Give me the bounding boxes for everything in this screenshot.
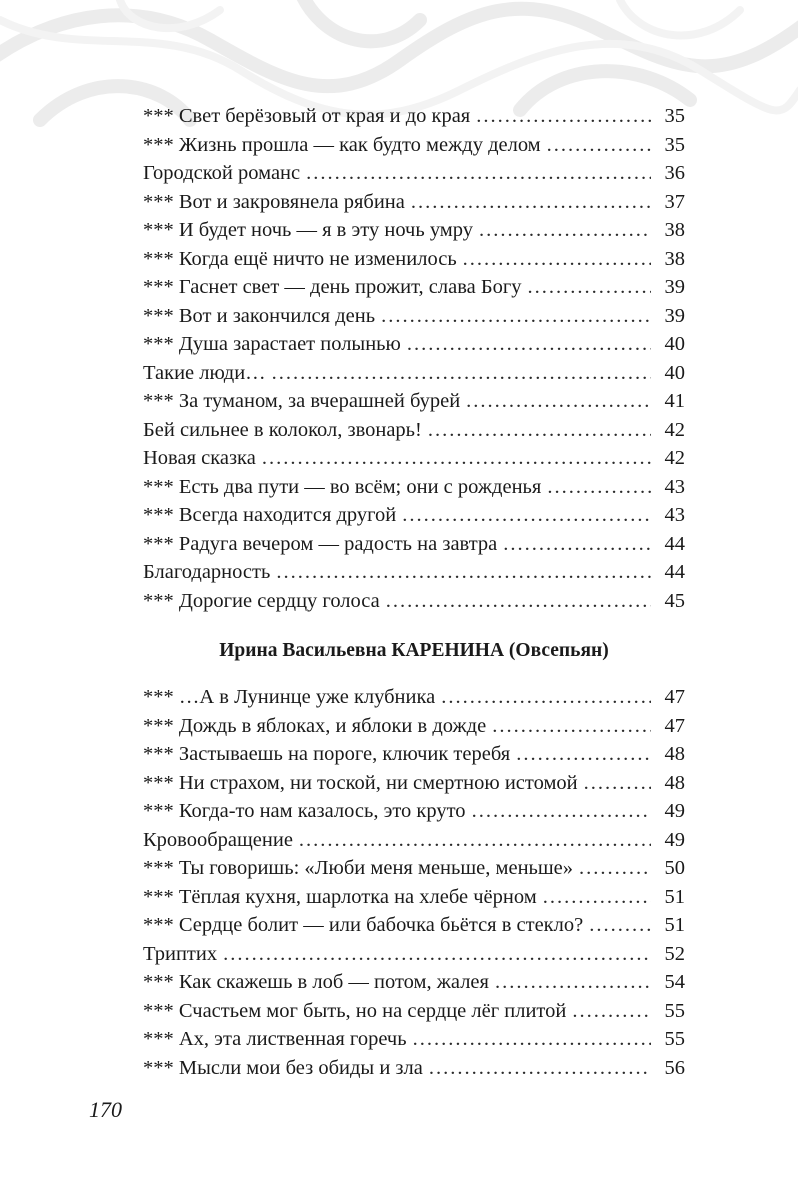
toc-entry-title: *** Дождь в яблоках, и яблоки в дожде: [143, 714, 487, 737]
dot-leader: [503, 530, 651, 559]
dot-leader: [223, 940, 651, 969]
dot-leader: [479, 216, 651, 245]
dot-leader: [528, 273, 651, 302]
toc-entry-page: 51: [664, 885, 685, 908]
dot-leader: [262, 444, 651, 473]
toc-entry-page: 38: [664, 247, 685, 270]
toc-entry-title: *** …А в Лунинце уже клубника: [143, 686, 436, 708]
toc-entry-page: 50: [664, 857, 685, 879]
dot-leader: [543, 883, 651, 912]
toc-entry-page: 42: [664, 447, 685, 469]
toc-entry-title: Новая сказка: [143, 447, 256, 469]
toc-entry-title: *** Ты говоришь: «Люби меня меньше, меньше»: [143, 857, 574, 879]
toc-entry-page: 54: [664, 971, 685, 993]
dot-leader: [272, 359, 651, 388]
toc-entry-title: *** За туманом, за вчерашней бурей: [143, 390, 461, 412]
toc-entry-page: 56: [664, 1056, 685, 1079]
dot-leader: [579, 854, 651, 883]
toc-entry-page: 52: [664, 942, 685, 965]
toc-entry-title: *** И будет ночь — я в эту ночь умру: [143, 219, 474, 241]
toc-entry-title: *** Ни страхом, ни тоской, ни смертною истомой: [143, 771, 578, 794]
dot-leader: [572, 997, 651, 1026]
dot-leader: [429, 1054, 651, 1083]
toc-entry-title: Благодарность: [143, 561, 271, 583]
toc-entry-page: 42: [664, 418, 685, 441]
toc-entry: [143, 302, 685, 331]
toc-entry: [143, 245, 685, 274]
dot-leader: [492, 712, 651, 741]
toc-entry: [143, 1054, 685, 1083]
toc-entry-title: *** Тёплая кухня, шарлотка на хлебе чёрном: [143, 885, 537, 908]
toc-entry: [143, 826, 685, 855]
toc-entry-title: *** Мысли мои без обиды и зла: [143, 1056, 423, 1079]
toc-entry: [143, 587, 685, 616]
toc-entry-title: *** Ах, эта лиственная горечь: [143, 1028, 407, 1050]
toc-entry-page: 47: [664, 686, 685, 708]
toc-entry-page: 43: [664, 475, 685, 498]
section-heading: Ирина Васильевна КАРЕНИНА (Овсепьян): [219, 640, 609, 661]
toc-entry: [143, 968, 685, 997]
dot-leader: [413, 1025, 651, 1054]
toc-entry: [143, 940, 685, 969]
dot-leader: [472, 797, 651, 826]
dot-leader: [547, 473, 651, 502]
toc-entry-title: *** Всегда находится другой: [143, 504, 397, 526]
toc-entry: [143, 273, 685, 302]
toc-entry: [143, 854, 685, 883]
toc-entry-page: 40: [664, 361, 685, 384]
toc-entry-title: Триптих: [143, 942, 218, 965]
toc-entry: [143, 501, 685, 530]
toc-entry: [143, 683, 685, 712]
toc-entry-page: 39: [664, 276, 685, 298]
toc-entry: [143, 444, 685, 473]
toc-entry-page: 55: [664, 1028, 685, 1050]
toc-entry: [143, 1025, 685, 1054]
toc-entry-title: *** Вот и закончился день: [143, 304, 376, 327]
toc-entry: [143, 473, 685, 502]
dot-leader: [402, 501, 651, 530]
toc-entry-title: *** Когда-то нам казалось, это круто: [143, 800, 466, 822]
dot-leader: [407, 330, 651, 359]
toc-entry-title: *** Радуга вечером — радость на завтра: [143, 532, 498, 555]
toc-entry: [143, 769, 685, 798]
toc-section-2: [143, 683, 685, 1082]
dot-leader: [589, 911, 651, 940]
toc-entry-title: *** Как скажешь в лоб — потом, жалея: [143, 971, 489, 993]
toc-entry-page: 47: [664, 714, 685, 737]
toc-entry-page: 49: [664, 828, 685, 851]
toc-entry-page: 43: [664, 504, 685, 526]
toc-entry: [143, 558, 685, 587]
dot-leader: [466, 387, 651, 416]
toc-entry-page: 39: [664, 304, 685, 327]
toc-entry: [143, 359, 685, 388]
dot-leader: [386, 587, 651, 616]
toc-entry-title: Кровообращение: [143, 828, 293, 851]
toc-entry-title: *** Вот и закровянела рябина: [143, 190, 405, 213]
dot-leader: [441, 683, 651, 712]
toc-entry-title: *** Застываешь на пороге, ключик теребя: [143, 743, 511, 765]
toc-entry-page: 38: [664, 219, 685, 241]
dot-leader: [463, 245, 651, 274]
toc-entry: [143, 387, 685, 416]
toc-entry: [143, 131, 685, 160]
toc-entry-title: *** Гаснет свет — день прожит, слава Богу: [143, 276, 522, 298]
toc-entry: [143, 911, 685, 940]
toc-entry: [143, 883, 685, 912]
toc-entry: [143, 797, 685, 826]
toc-entry-title: *** Сердце болит — или бабочка бьётся в стекло?: [143, 914, 584, 936]
toc-entry: [143, 712, 685, 741]
toc-section-1: [143, 102, 685, 615]
toc-entry-page: 37: [664, 190, 685, 213]
toc-entry-title: *** Дорогие сердцу голоса: [143, 589, 380, 612]
table-of-contents: [143, 102, 685, 1082]
toc-entry-title: Городской романс: [143, 162, 301, 184]
toc-entry-title: Такие люди…: [143, 361, 266, 384]
toc-entry: [143, 330, 685, 359]
dot-leader: [495, 968, 651, 997]
toc-entry-page: 35: [664, 133, 685, 156]
toc-entry: [143, 740, 685, 769]
toc-entry-title: Бей сильнее в колокол, звонарь!: [143, 418, 422, 441]
toc-entry: [143, 102, 685, 131]
toc-entry-page: 44: [664, 561, 685, 583]
toc-entry-page: 40: [664, 333, 685, 355]
dot-leader: [547, 131, 651, 160]
toc-entry-page: 48: [664, 771, 685, 794]
dot-leader: [516, 740, 651, 769]
toc-entry-title: *** Есть два пути — во всём; они с рожденья: [143, 475, 542, 498]
dot-leader: [476, 102, 651, 131]
dot-leader: [299, 826, 651, 855]
dot-leader: [584, 769, 651, 798]
toc-entry: [143, 997, 685, 1026]
toc-entry: [143, 216, 685, 245]
dot-leader: [411, 188, 651, 217]
toc-entry-page: 35: [664, 105, 685, 127]
toc-entry: [143, 530, 685, 559]
toc-entry: [143, 159, 685, 188]
toc-entry-page: 44: [664, 532, 685, 555]
toc-entry-page: 55: [664, 999, 685, 1022]
toc-entry: [143, 416, 685, 445]
toc-entry-title: *** Свет берёзовый от края и до края: [143, 105, 471, 127]
toc-entry-title: *** Счастьем мог быть, но на сердце лёг плитой: [143, 999, 567, 1022]
toc-entry-page: 45: [664, 589, 685, 612]
toc-entry-title: *** Жизнь прошла — как будто между делом: [143, 133, 541, 156]
toc-entry: [143, 188, 685, 217]
page-number: 170: [89, 1097, 122, 1122]
toc-entry-page: 48: [664, 743, 685, 765]
dot-leader: [428, 416, 651, 445]
toc-entry-title: *** Душа зарастает полынью: [143, 333, 401, 355]
toc-entry-page: 41: [664, 390, 685, 412]
dot-leader: [306, 159, 651, 188]
toc-entry-page: 49: [664, 800, 685, 822]
toc-entry-page: 36: [664, 162, 685, 184]
toc-entry-page: 51: [664, 914, 685, 936]
dot-leader: [276, 558, 651, 587]
dot-leader: [381, 302, 651, 331]
toc-entry-title: *** Когда ещё ничто не изменилось: [143, 247, 457, 270]
